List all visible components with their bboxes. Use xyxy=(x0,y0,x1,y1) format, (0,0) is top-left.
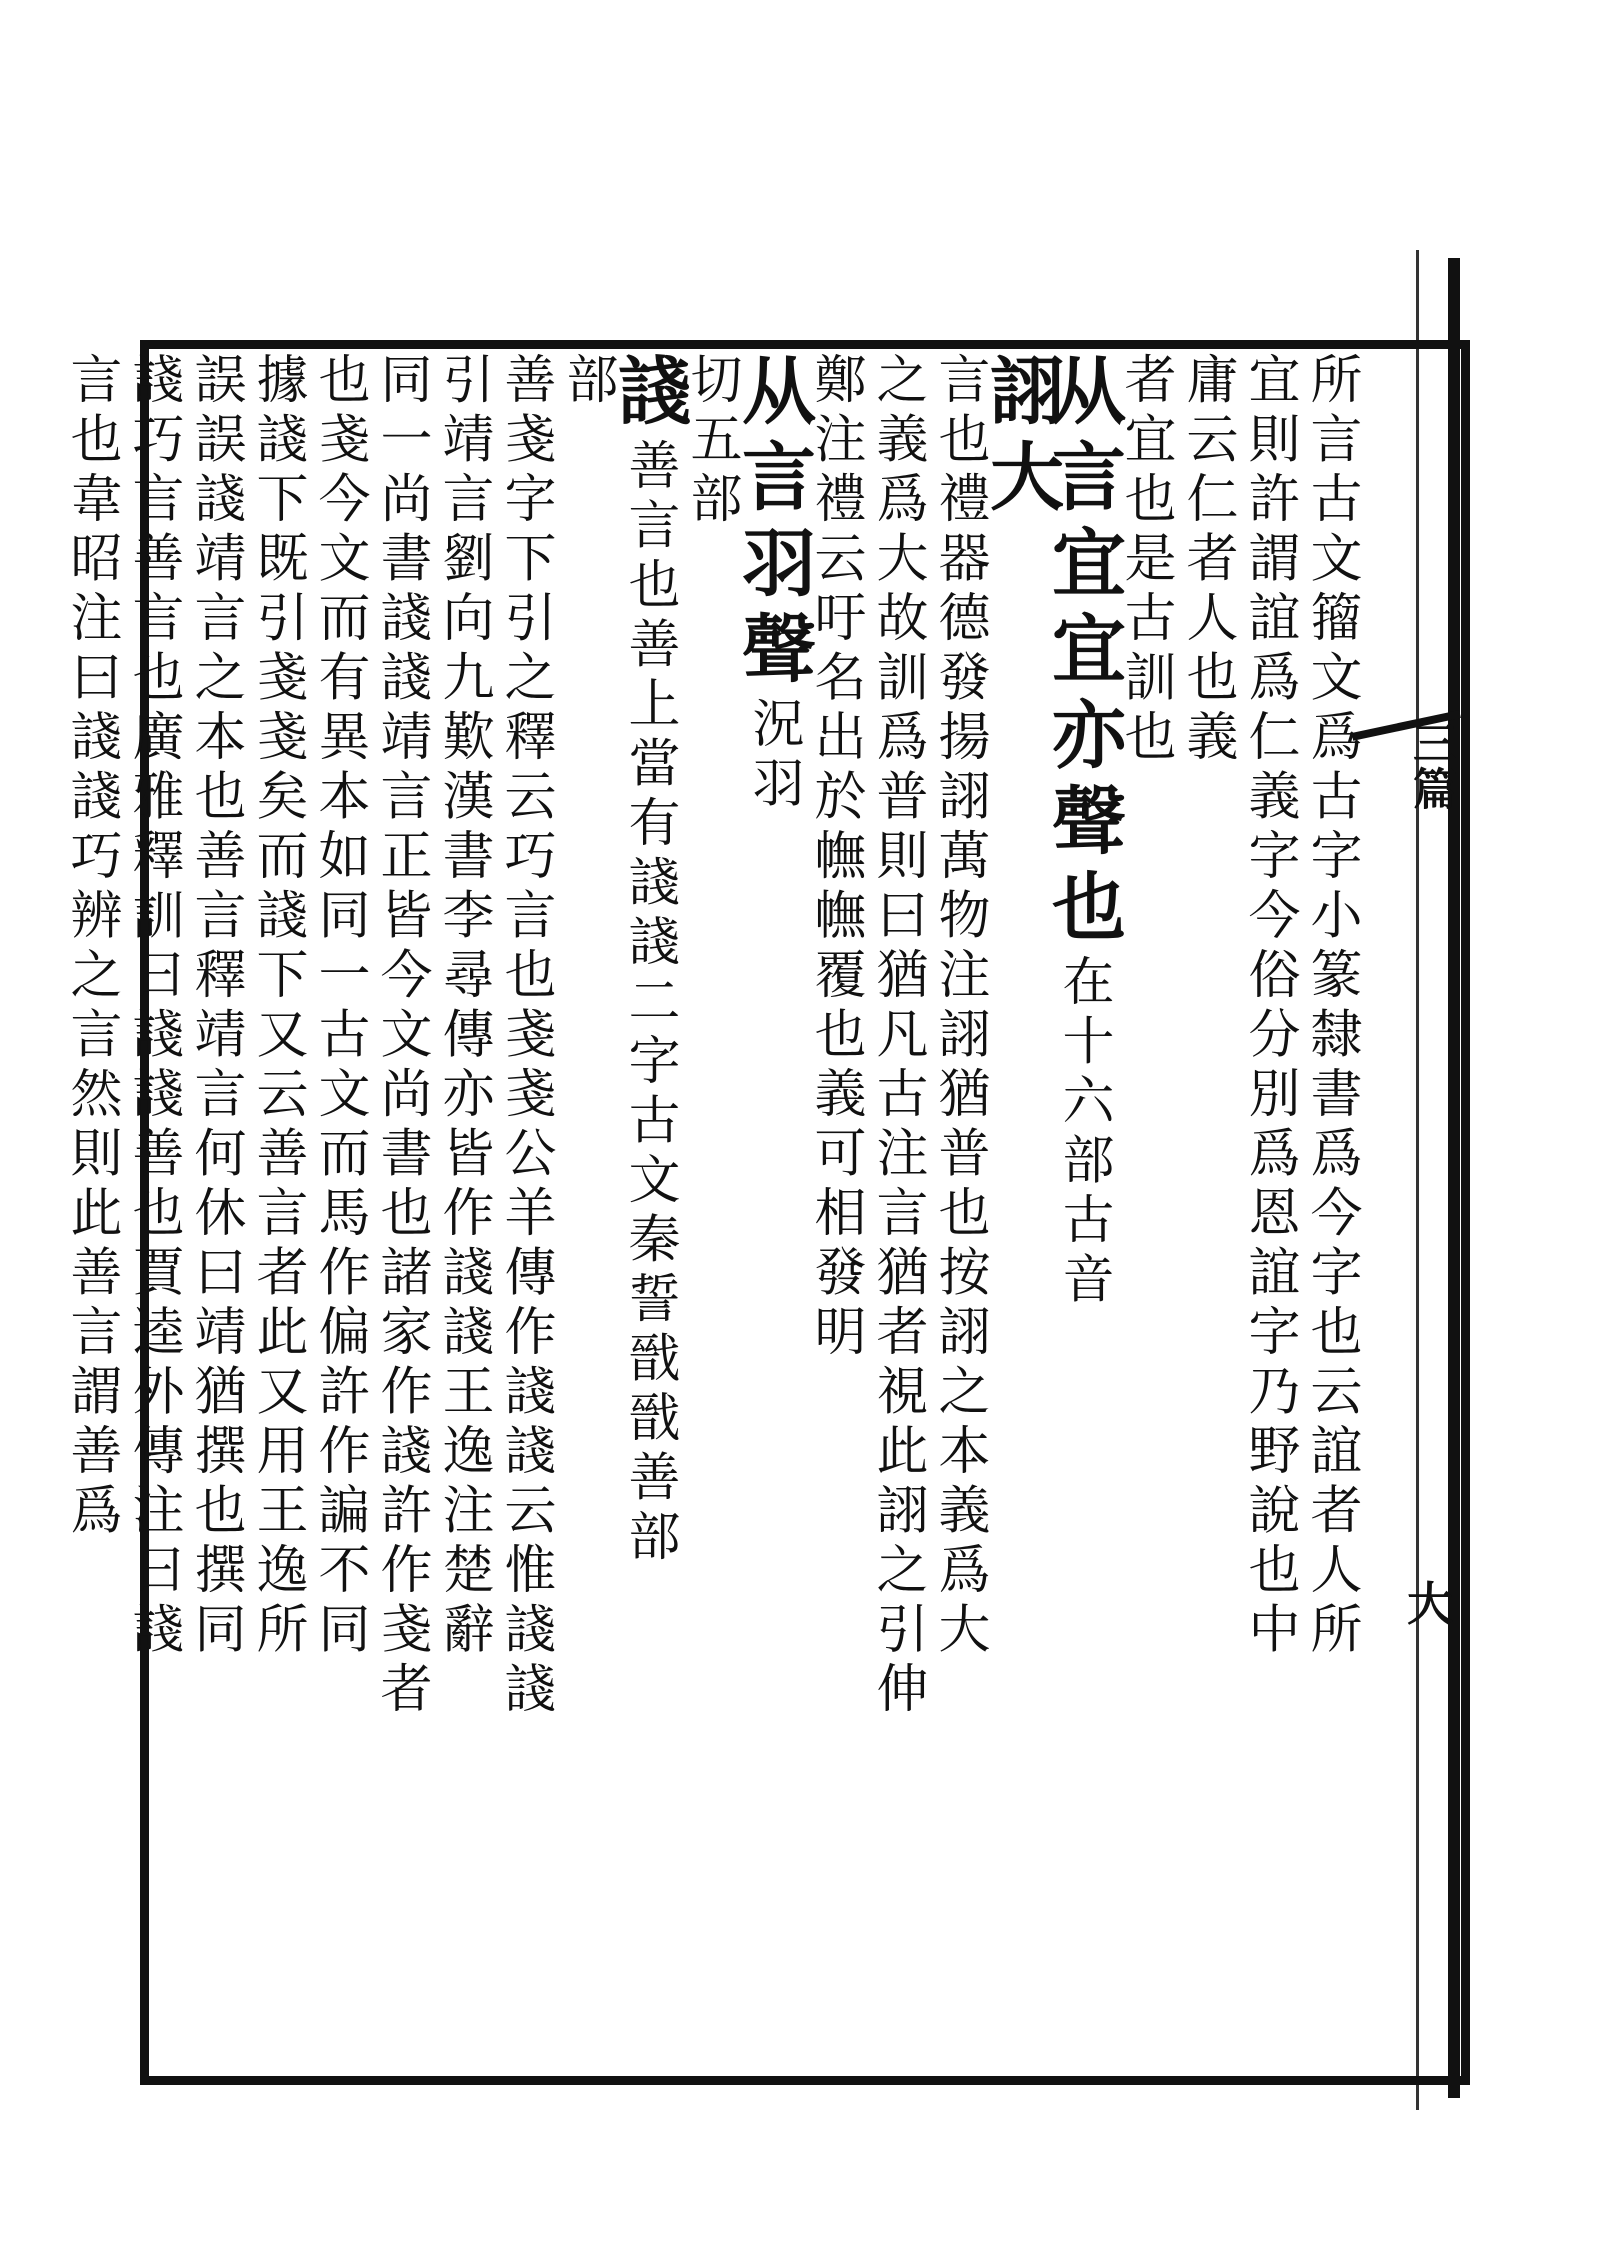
main-text-heading: 諓 xyxy=(606,352,692,438)
folio-character: 大 xyxy=(1407,1577,1453,1631)
text-column: 从言羽聲況羽 xyxy=(730,352,816,815)
main-text-heading: 从言宜宜亦聲也 xyxy=(1040,352,1126,954)
text-column: 誤誤諓靖言之本也善言釋靖言何休曰靖猶撰也撰同 xyxy=(185,352,245,1661)
text-column: 善戔字下引之釋云巧言也戔戔公羊傳作諓諓云惟諓諓 xyxy=(495,352,555,1721)
text-column: 詡大 xyxy=(978,352,1064,524)
fascicle-label: 三篇 xyxy=(1405,720,1456,812)
text-column: 引靖言劉向九歎漢書李尋傳亦皆作諓諓王逸注楚辭 xyxy=(433,352,493,1661)
text-column: 諓巧言善言也廣雅釋訓曰諓諓善也賈逵外傳注曰諓 xyxy=(123,352,183,1661)
text-column: 庸云仁者人也義 xyxy=(1177,352,1237,769)
text-column: 諓善言也善上當有諓諓二字古文秦誓戩戩善部 xyxy=(606,352,692,1569)
text-column: 切五部 xyxy=(681,352,741,531)
main-text-heading: 詡 xyxy=(978,352,1064,438)
text-columns xyxy=(61,352,1361,2072)
text-column: 據諓下既引戔戔矣而諓下又云善言者此又用王逸所 xyxy=(247,352,307,1661)
text-column: 也戔今文而有異本如同一古文而馬作偏許作諞不同 xyxy=(309,352,369,1661)
text-column: 同一尚書諓諓靖言正皆今文尚書也諸家作諓許作戔者 xyxy=(371,352,431,1721)
text-column: 部 xyxy=(557,352,617,412)
text-column: 宜則許謂誼爲仁義字今俗分別爲恩誼字乃野說也中 xyxy=(1239,352,1299,1661)
text-column: 之義爲大故訓爲普則曰猶凡古注言猶者視此詡之引伸 xyxy=(867,352,927,1721)
text-column: 言也禮器德發揚詡萬物注詡猶普也按詡之本義爲大 xyxy=(929,352,989,1661)
main-text-heading: 从言羽聲 xyxy=(730,352,816,696)
text-column: 言也韋昭注曰諓諓巧辨之言然則此善言謂善爲 xyxy=(61,352,121,1542)
text-column: 所言古文籀文爲古字小篆隸書爲今字也云誼者人所 xyxy=(1301,352,1361,1661)
text-column: 鄭注禮云吁名出於幠幠覆也義可相發明 xyxy=(805,352,865,1364)
text-column: 者宜也是古訓也 xyxy=(1115,352,1175,769)
text-column: 从言宜宜亦聲也在十六部古音 xyxy=(1040,352,1126,1311)
